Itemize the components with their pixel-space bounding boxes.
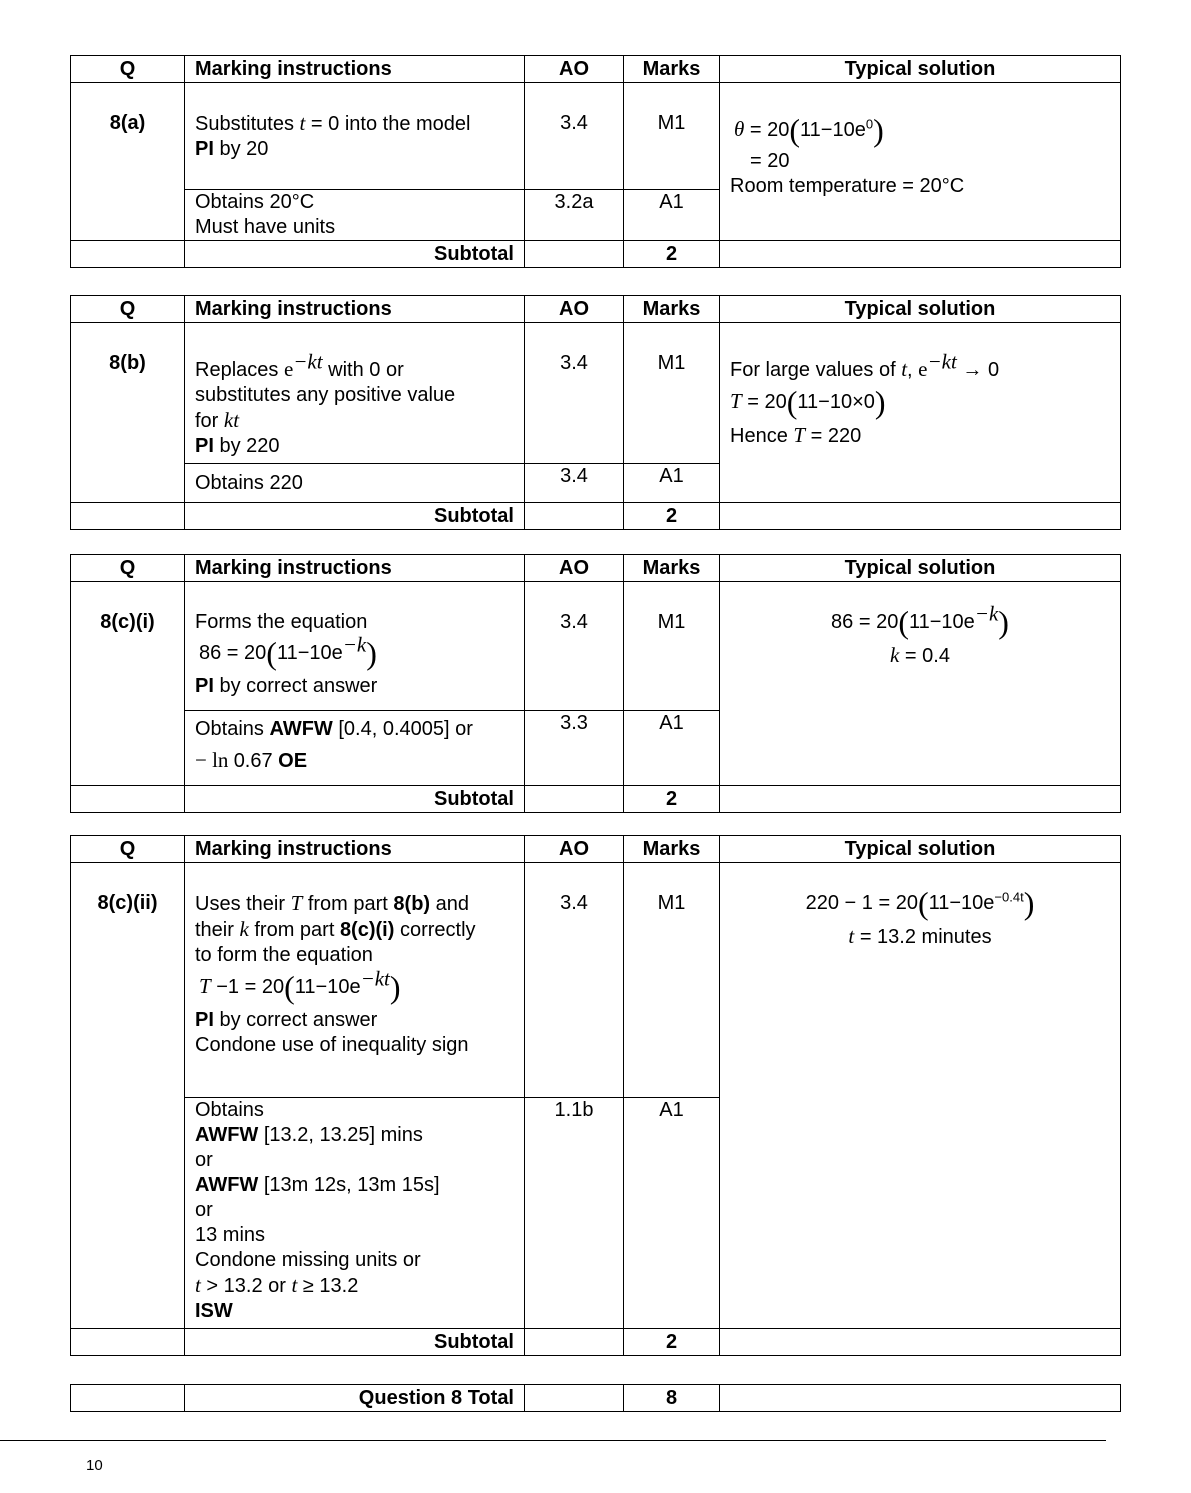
header-typical-solution: Typical solution <box>720 296 1121 323</box>
ao-cell: 3.4 <box>525 83 624 190</box>
question-total-label: Question 8 Total <box>185 1385 525 1412</box>
marks-cell: M1 <box>624 582 720 711</box>
subtotal-label: Subtotal <box>185 786 525 813</box>
table-row <box>71 83 1121 190</box>
marks-cell: A1 <box>624 464 720 503</box>
table-header <box>71 836 1121 863</box>
instruction-cell: Forms the equation $86 = 20(11-10e^{-k})$ PI by correct answer <box>185 582 525 711</box>
table-header <box>71 296 1121 323</box>
header-marks: Marks <box>624 836 720 863</box>
header-typical-solution: Typical solution <box>720 836 1121 863</box>
solution-cell: $220 - 1 = 20(11-10e^{-0.4t})$ t = 13.2 minutes <box>720 863 1121 1329</box>
table-row <box>71 582 1121 711</box>
header-q: Q <box>71 555 185 582</box>
footer-rule <box>0 1440 1106 1441</box>
ao-cell: 3.4 <box>525 323 624 464</box>
header-marks: Marks <box>624 555 720 582</box>
marks-cell: M1 <box>624 323 720 464</box>
header-q: Q <box>71 836 185 863</box>
instruction-cell: Obtains 20°C Must have units <box>185 190 525 241</box>
header-marking-instructions: Marking instructions <box>185 296 525 323</box>
header-typical-solution: Typical solution <box>720 56 1121 83</box>
question-number: 8(c)(i) <box>71 582 185 786</box>
marking-table-8b <box>70 295 1121 530</box>
table-header <box>71 555 1121 582</box>
marking-table-8cii <box>70 835 1121 1356</box>
header-typical-solution: Typical solution <box>720 555 1121 582</box>
header-q: Q <box>71 56 185 83</box>
subtotal-row <box>71 241 1121 268</box>
marks-cell: M1 <box>624 83 720 190</box>
marking-table-8a <box>70 55 1121 268</box>
marking-table-8ci <box>70 554 1121 813</box>
question-total-table <box>70 1384 1121 1412</box>
marks-cell: M1 <box>624 863 720 1098</box>
solution-cell: For large values of t, $e^{-kt} \to 0$ T = 20(11−10×0) Hence T = 220 <box>720 323 1121 503</box>
header-q: Q <box>71 296 185 323</box>
header-ao: AO <box>525 56 624 83</box>
subtotal-row <box>71 503 1121 530</box>
ao-cell: 1.1b <box>525 1098 624 1329</box>
instruction-cell: Substitutes t = 0 into the model PI by 20 <box>185 83 525 190</box>
subtotal-marks: 2 <box>624 1329 720 1356</box>
question-number: 8(c)(ii) <box>71 863 185 1329</box>
question-number: 8(a) <box>71 83 185 241</box>
instruction-cell: Replaces $e^{-kt}$ with 0 or substitutes any positive value for kt PI by 220 <box>185 323 525 464</box>
subtotal-label: Subtotal <box>185 1329 525 1356</box>
question-total-marks: 8 <box>624 1385 720 1412</box>
total-row <box>71 1385 1121 1412</box>
ao-cell: 3.4 <box>525 464 624 503</box>
instruction-cell: Obtains 220 <box>185 464 525 503</box>
header-ao: AO <box>525 836 624 863</box>
header-marks: Marks <box>624 56 720 83</box>
marks-cell: A1 <box>624 190 720 241</box>
header-marks: Marks <box>624 296 720 323</box>
subtotal-row <box>71 786 1121 813</box>
page-number: 10 <box>86 1457 103 1474</box>
ao-cell: 3.2a <box>525 190 624 241</box>
instruction-cell: Obtains AWFW [0.4, 0.4005] or − ln 0.67 OE <box>185 711 525 786</box>
marks-cell: A1 <box>624 1098 720 1329</box>
instruction-cell: Obtains AWFW [13.2, 13.25] mins or AWFW [13m 12s, 13m 15s] or 13 mins Condone missing units or t > 13.2 or t ≥ 13.2 ISW <box>185 1098 525 1329</box>
subtotal-marks: 2 <box>624 786 720 813</box>
marks-cell: A1 <box>624 711 720 786</box>
instruction-cell: Uses their T from part 8(b) and their k from part 8(c)(i) correctly to form the equation $T -1 = 20(11-10e^{-kt})$ PI by correct answer Condone use of inequality sign <box>185 863 525 1098</box>
subtotal-marks: 2 <box>624 503 720 530</box>
solution-cell: $86 = 20(11-10e^{-k})$ k = 0.4 <box>720 582 1121 786</box>
table-row <box>71 323 1121 464</box>
subtotal-label: Subtotal <box>185 241 525 268</box>
question-number: 8(b) <box>71 323 185 503</box>
subtotal-label: Subtotal <box>185 503 525 530</box>
header-ao: AO <box>525 555 624 582</box>
ao-cell: 3.4 <box>525 582 624 711</box>
ao-cell: 3.4 <box>525 863 624 1098</box>
subtotal-marks: 2 <box>624 241 720 268</box>
header-marking-instructions: Marking instructions <box>185 56 525 83</box>
header-marking-instructions: Marking instructions <box>185 836 525 863</box>
header-marking-instructions: Marking instructions <box>185 555 525 582</box>
subtotal-row <box>71 1329 1121 1356</box>
ao-cell: 3.3 <box>525 711 624 786</box>
table-header <box>71 56 1121 83</box>
solution-cell: $\theta = 20(11-10e^0)$ = 20 Room temperature = 20°C <box>720 83 1121 241</box>
table-row <box>71 863 1121 1098</box>
header-ao: AO <box>525 296 624 323</box>
